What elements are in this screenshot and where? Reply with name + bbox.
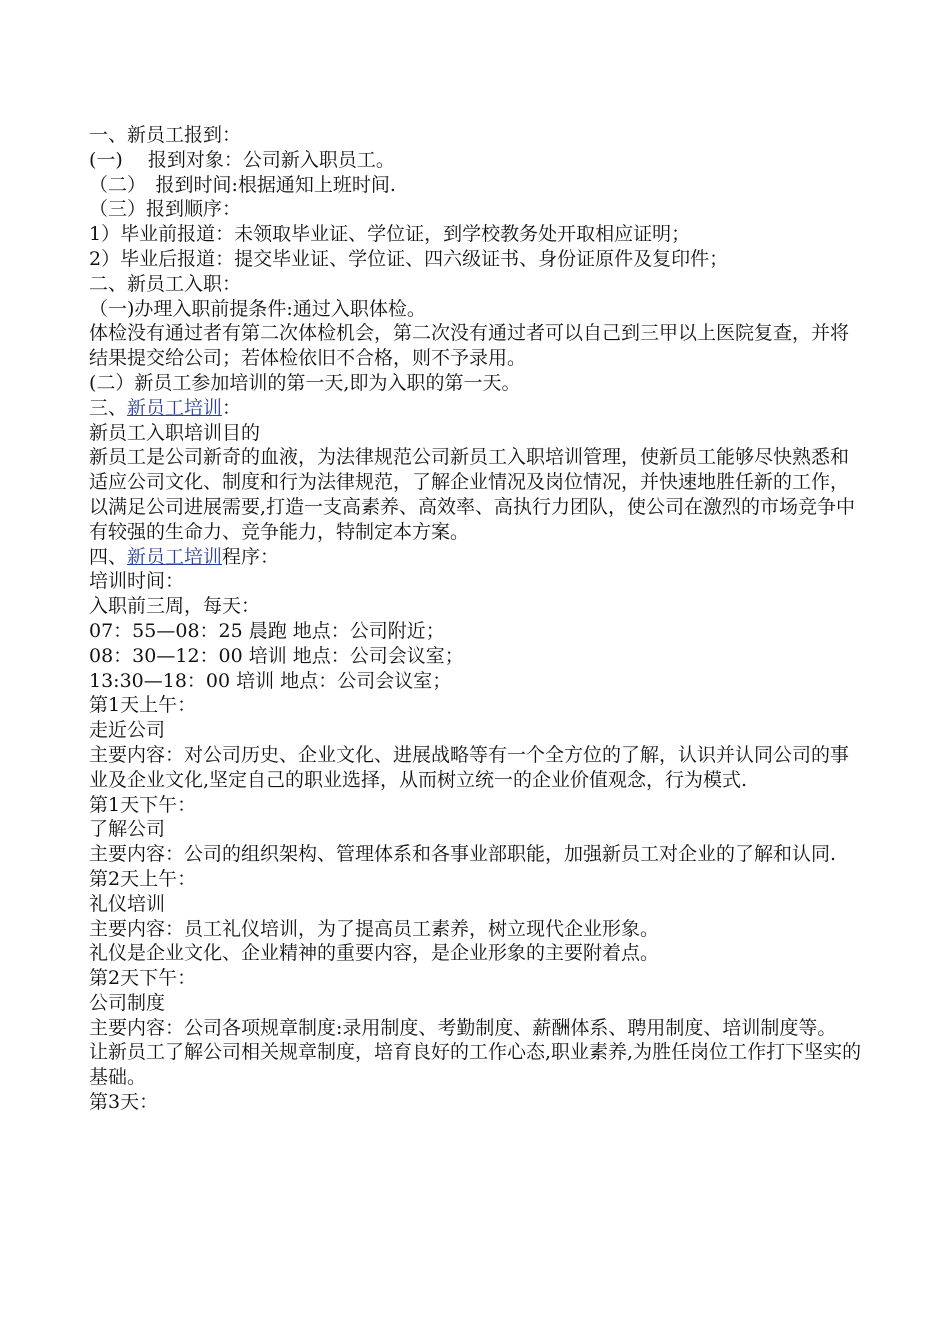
schedule-line: 13:30—18：00 培训 地点：公司会议室； xyxy=(89,669,452,692)
paragraph-line: 培训时间： xyxy=(89,570,185,593)
paragraph-block: 主要内容：对公司历史、企业文化、进展战略等有一个全方位的了解，认识并认同公司的事业及企业文化,坚定自己的职业选择，从而树立统一的企业价值观念，行为模式. xyxy=(89,743,850,791)
paragraph-line: 1）毕业前报道：未领取毕业证、学位证，到学校教务处开取相应证明； xyxy=(89,223,691,246)
paragraph-line: （二） 报到时间:根据通知上班时间. xyxy=(89,173,396,196)
document-body xyxy=(89,123,864,1115)
heading-section-2: 二、新员工入职： xyxy=(89,272,242,295)
day-heading: 第1天上午： xyxy=(89,694,197,717)
day-heading: 第3天： xyxy=(89,1091,159,1114)
topic-title: 公司制度 xyxy=(89,991,166,1014)
paragraph-block: 主要内容：公司各项规章制度:录用制度、考勤制度、薪酬体系、聘用制度、培训制度等。 xyxy=(89,1016,837,1039)
topic-title: 了解公司 xyxy=(89,818,166,841)
paragraph-block: 让新员工了解公司相关规章制度，培育良好的工作心态,职业素养,为胜任岗位工作打下坚实的基础。 xyxy=(89,1041,862,1089)
heading-suffix: ： xyxy=(222,396,242,419)
paragraph-block: 体检没有通过者有第二次体检机会，第二次没有通过者可以自己到三甲以上医院复查，并将结果提交给公司；若体检依旧不合格，则不予录用。 xyxy=(89,322,850,370)
day-heading: 第2天下午： xyxy=(89,967,197,990)
heading-section-4 xyxy=(89,545,864,570)
day-heading: 第2天上午： xyxy=(89,867,197,890)
training-link[interactable]: 新员工培训 xyxy=(127,545,223,568)
paragraph-block: 新员工是公司新奇的血液，为法律规范公司新员工入职培训管理，使新员工能够尽快熟悉和适应公司文化、制度和行为法律规范，了解企业情况及岗位情况，并快速地胜任新的工作，以满足公司进展需要,打造一支高素养、高效率、高执行力团队，使公司在激烈的市场竞争中有较强的生命力、竞争能力，特制定本方案。 xyxy=(89,446,856,543)
paragraph-line: 礼仪是企业文化、企业精神的重要内容，是企业形象的主要附着点。 xyxy=(89,942,660,965)
training-link[interactable]: 新员工培训 xyxy=(127,396,223,419)
paragraph-line: 2）毕业后报道：提交毕业证、学位证、四六级证书、身份证原件及复印件； xyxy=(89,247,729,270)
schedule-line: 07：55—08：25 晨跑 地点：公司附近； xyxy=(89,619,445,642)
heading-prefix: 三、 xyxy=(89,396,128,419)
day-heading: 第1天下午： xyxy=(89,793,197,816)
paragraph-line: 新员工入职培训目的 xyxy=(89,421,261,444)
paragraph-line: (二）新员工参加培训的第一天,即为入职的第一天。 xyxy=(89,371,521,394)
paragraph-line: 主要内容：员工礼仪培训，为了提高员工素养，树立现代企业形象。 xyxy=(89,917,660,940)
schedule-line: 08：30—12：00 培训 地点：公司会议室； xyxy=(89,644,464,667)
paragraph-line: (一) 报到对象：公司新入职员工。 xyxy=(89,148,395,171)
paragraph-line: 入职前三周，每天： xyxy=(89,595,261,618)
heading-suffix: 程序： xyxy=(222,545,280,568)
paragraph-block: 主要内容：公司的组织架构、管理体系和各事业部职能，加强新员工对企业的了解和认同. xyxy=(89,843,837,866)
heading-prefix: 四、 xyxy=(89,545,128,568)
heading-section-1: 一、新员工报到： xyxy=(89,124,242,146)
paragraph-line: （一)办理入职前提条件:通过入职体检。 xyxy=(89,297,426,320)
paragraph-line: （三）报到顺序： xyxy=(89,198,242,221)
topic-title: 礼仪培训 xyxy=(89,892,166,915)
heading-section-3 xyxy=(89,396,864,421)
topic-title: 走近公司 xyxy=(89,719,166,742)
